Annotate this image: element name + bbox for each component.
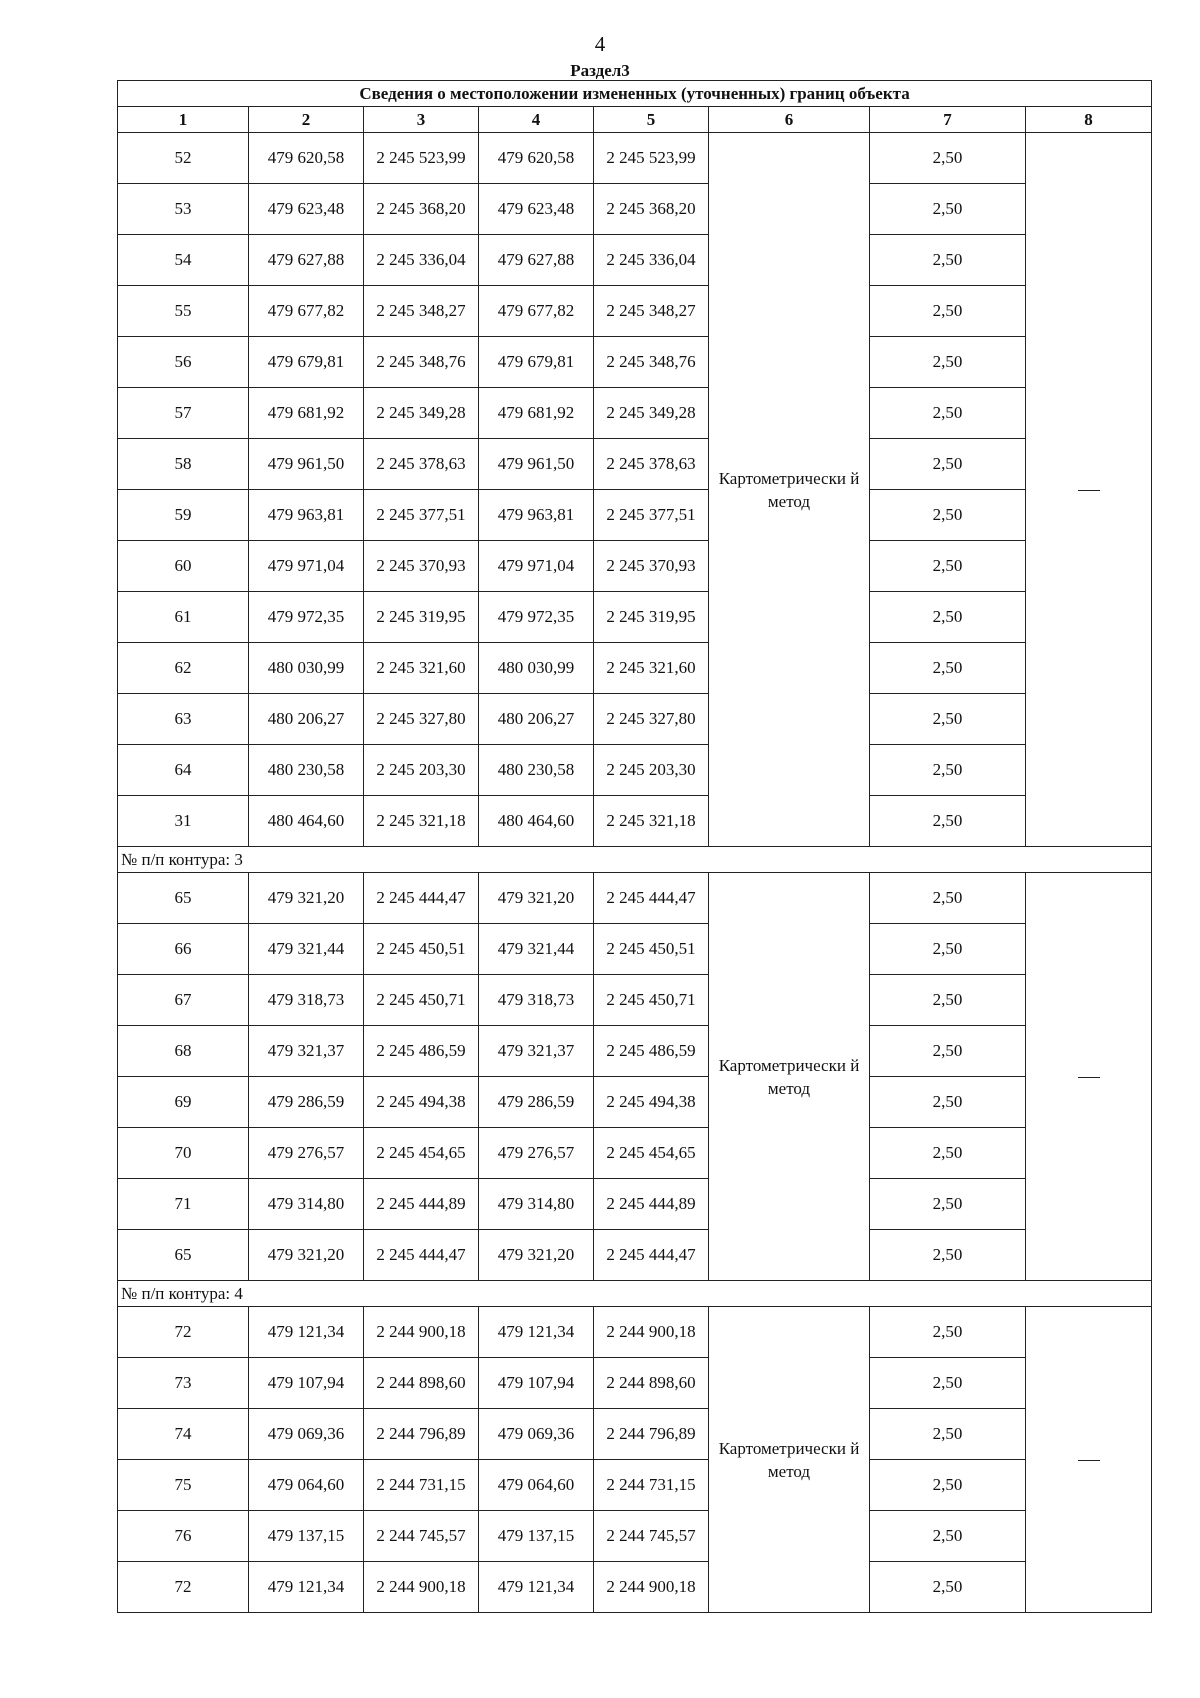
cell-y-new: 2 245 523,99 <box>594 133 709 184</box>
cell-point-number: 59 <box>118 490 249 541</box>
cell-x-new: 479 121,34 <box>479 1307 594 1358</box>
cell-point-number: 58 <box>118 439 249 490</box>
cell-x-old: 479 107,94 <box>249 1358 364 1409</box>
cell-point-number: 71 <box>118 1179 249 1230</box>
dash-mark <box>1078 1077 1100 1079</box>
cell-x-new: 479 961,50 <box>479 439 594 490</box>
cell-x-old: 479 064,60 <box>249 1460 364 1511</box>
cell-x-new: 479 314,80 <box>479 1179 594 1230</box>
cell-x-old: 479 286,59 <box>249 1077 364 1128</box>
cell-x-old: 479 971,04 <box>249 541 364 592</box>
cell-point-number: 31 <box>118 796 249 847</box>
cell-accuracy: 2,50 <box>870 388 1026 439</box>
cell-y-new: 2 244 898,60 <box>594 1358 709 1409</box>
cell-point-number: 60 <box>118 541 249 592</box>
cell-method: Картометрически й метод <box>709 1307 870 1613</box>
contour-label: № п/п контура: 3 <box>118 847 1152 873</box>
cell-accuracy: 2,50 <box>870 643 1026 694</box>
table-row <box>118 1026 1152 1077</box>
cell-point-number: 55 <box>118 286 249 337</box>
table-row <box>118 592 1152 643</box>
cell-accuracy: 2,50 <box>870 490 1026 541</box>
cell-point-number: 69 <box>118 1077 249 1128</box>
cell-x-new: 479 321,20 <box>479 1230 594 1281</box>
table-row <box>118 1307 1152 1358</box>
cell-x-old: 479 121,34 <box>249 1307 364 1358</box>
cell-y-new: 2 244 796,89 <box>594 1409 709 1460</box>
cell-y-old: 2 245 203,30 <box>364 745 479 796</box>
table-row <box>118 337 1152 388</box>
cell-y-new: 2 245 321,60 <box>594 643 709 694</box>
cell-x-new: 480 464,60 <box>479 796 594 847</box>
cell-point-number: 54 <box>118 235 249 286</box>
cell-point-number: 73 <box>118 1358 249 1409</box>
cell-y-new: 2 244 900,18 <box>594 1307 709 1358</box>
cell-x-old: 479 677,82 <box>249 286 364 337</box>
cell-x-new: 480 206,27 <box>479 694 594 745</box>
table-row <box>118 1409 1152 1460</box>
table-row <box>118 490 1152 541</box>
column-header: 5 <box>594 107 709 133</box>
cell-x-new: 479 318,73 <box>479 975 594 1026</box>
page-number: 4 <box>594 32 606 56</box>
table-row <box>118 694 1152 745</box>
cell-y-new: 2 245 327,80 <box>594 694 709 745</box>
cell-x-new: 479 121,34 <box>479 1562 594 1613</box>
cell-point-number: 65 <box>118 1230 249 1281</box>
table-row <box>118 745 1152 796</box>
cell-x-new: 479 321,37 <box>479 1026 594 1077</box>
cell-y-old: 2 245 327,80 <box>364 694 479 745</box>
table-row <box>118 1460 1152 1511</box>
cell-x-old: 479 321,20 <box>249 1230 364 1281</box>
cell-y-new: 2 245 450,51 <box>594 924 709 975</box>
cell-column8 <box>1026 1307 1152 1613</box>
cell-y-old: 2 245 377,51 <box>364 490 479 541</box>
cell-point-number: 56 <box>118 337 249 388</box>
cell-x-new: 479 276,57 <box>479 1128 594 1179</box>
cell-x-new: 479 627,88 <box>479 235 594 286</box>
cell-y-new: 2 245 377,51 <box>594 490 709 541</box>
cell-x-old: 479 069,36 <box>249 1409 364 1460</box>
dash-mark <box>1078 1460 1100 1462</box>
boundary-table <box>117 80 1152 1613</box>
cell-x-new: 479 971,04 <box>479 541 594 592</box>
cell-y-old: 2 245 348,27 <box>364 286 479 337</box>
cell-point-number: 63 <box>118 694 249 745</box>
table-row <box>118 796 1152 847</box>
cell-x-old: 479 137,15 <box>249 1511 364 1562</box>
cell-x-new: 479 972,35 <box>479 592 594 643</box>
cell-y-old: 2 245 454,65 <box>364 1128 479 1179</box>
table-row <box>118 388 1152 439</box>
cell-y-old: 2 245 523,99 <box>364 133 479 184</box>
cell-point-number: 53 <box>118 184 249 235</box>
cell-x-old: 479 627,88 <box>249 235 364 286</box>
cell-x-old: 479 623,48 <box>249 184 364 235</box>
cell-x-old: 479 679,81 <box>249 337 364 388</box>
cell-accuracy: 2,50 <box>870 1460 1026 1511</box>
cell-accuracy: 2,50 <box>870 337 1026 388</box>
column-header-row <box>118 107 1152 133</box>
cell-x-old: 479 620,58 <box>249 133 364 184</box>
cell-y-old: 2 244 898,60 <box>364 1358 479 1409</box>
column-header: 8 <box>1026 107 1152 133</box>
cell-x-old: 479 321,44 <box>249 924 364 975</box>
cell-x-new: 479 681,92 <box>479 388 594 439</box>
cell-y-new: 2 245 349,28 <box>594 388 709 439</box>
cell-y-old: 2 245 486,59 <box>364 1026 479 1077</box>
cell-point-number: 65 <box>118 873 249 924</box>
table-row <box>118 1358 1152 1409</box>
dash-mark <box>1078 490 1100 492</box>
cell-y-new: 2 244 745,57 <box>594 1511 709 1562</box>
cell-x-old: 479 681,92 <box>249 388 364 439</box>
cell-accuracy: 2,50 <box>870 1307 1026 1358</box>
table-row <box>118 975 1152 1026</box>
cell-x-new: 479 679,81 <box>479 337 594 388</box>
cell-point-number: 75 <box>118 1460 249 1511</box>
cell-x-old: 480 464,60 <box>249 796 364 847</box>
cell-y-old: 2 245 378,63 <box>364 439 479 490</box>
table-row <box>118 439 1152 490</box>
table-caption: Сведения о местоположении измененных (уточненных) границ объекта <box>118 81 1152 107</box>
table-row <box>118 643 1152 694</box>
cell-accuracy: 2,50 <box>870 1230 1026 1281</box>
cell-x-old: 480 030,99 <box>249 643 364 694</box>
table-row <box>118 1511 1152 1562</box>
cell-x-old: 479 321,37 <box>249 1026 364 1077</box>
cell-x-new: 479 286,59 <box>479 1077 594 1128</box>
cell-accuracy: 2,50 <box>870 694 1026 745</box>
cell-accuracy: 2,50 <box>870 1128 1026 1179</box>
cell-y-old: 2 244 796,89 <box>364 1409 479 1460</box>
table-row <box>118 1230 1152 1281</box>
cell-y-old: 2 245 368,20 <box>364 184 479 235</box>
table-row <box>118 133 1152 184</box>
cell-column8 <box>1026 873 1152 1281</box>
cell-accuracy: 2,50 <box>870 1026 1026 1077</box>
cell-x-old: 479 318,73 <box>249 975 364 1026</box>
cell-y-new: 2 245 319,95 <box>594 592 709 643</box>
cell-accuracy: 2,50 <box>870 873 1026 924</box>
column-header: 3 <box>364 107 479 133</box>
cell-point-number: 70 <box>118 1128 249 1179</box>
cell-point-number: 62 <box>118 643 249 694</box>
cell-x-new: 479 069,36 <box>479 1409 594 1460</box>
cell-point-number: 68 <box>118 1026 249 1077</box>
cell-x-new: 479 064,60 <box>479 1460 594 1511</box>
cell-y-new: 2 245 321,18 <box>594 796 709 847</box>
cell-y-new: 2 244 900,18 <box>594 1562 709 1613</box>
table-row <box>118 924 1152 975</box>
cell-x-new: 479 137,15 <box>479 1511 594 1562</box>
cell-point-number: 72 <box>118 1307 249 1358</box>
cell-y-old: 2 244 731,15 <box>364 1460 479 1511</box>
cell-x-new: 479 107,94 <box>479 1358 594 1409</box>
cell-accuracy: 2,50 <box>870 133 1026 184</box>
cell-method: Картометрически й метод <box>709 873 870 1281</box>
cell-y-old: 2 244 900,18 <box>364 1307 479 1358</box>
cell-point-number: 57 <box>118 388 249 439</box>
table-row <box>118 1128 1152 1179</box>
cell-y-new: 2 245 494,38 <box>594 1077 709 1128</box>
cell-accuracy: 2,50 <box>870 796 1026 847</box>
cell-x-old: 479 121,34 <box>249 1562 364 1613</box>
cell-y-new: 2 245 444,89 <box>594 1179 709 1230</box>
cell-x-new: 479 623,48 <box>479 184 594 235</box>
cell-y-new: 2 245 370,93 <box>594 541 709 592</box>
table-row <box>118 286 1152 337</box>
cell-column8 <box>1026 133 1152 847</box>
cell-y-old: 2 245 349,28 <box>364 388 479 439</box>
section-title: Раздел3 <box>570 61 630 80</box>
cell-accuracy: 2,50 <box>870 184 1026 235</box>
cell-x-old: 479 972,35 <box>249 592 364 643</box>
cell-y-new: 2 245 368,20 <box>594 184 709 235</box>
cell-y-new: 2 245 203,30 <box>594 745 709 796</box>
cell-x-new: 479 321,44 <box>479 924 594 975</box>
cell-point-number: 72 <box>118 1562 249 1613</box>
cell-accuracy: 2,50 <box>870 924 1026 975</box>
column-header: 4 <box>479 107 594 133</box>
cell-y-new: 2 245 348,27 <box>594 286 709 337</box>
cell-y-new: 2 244 731,15 <box>594 1460 709 1511</box>
cell-y-old: 2 245 444,47 <box>364 873 479 924</box>
cell-x-new: 479 677,82 <box>479 286 594 337</box>
cell-accuracy: 2,50 <box>870 592 1026 643</box>
cell-x-new: 479 321,20 <box>479 873 594 924</box>
cell-y-new: 2 245 454,65 <box>594 1128 709 1179</box>
cell-x-new: 480 030,99 <box>479 643 594 694</box>
cell-accuracy: 2,50 <box>870 286 1026 337</box>
cell-y-old: 2 245 321,60 <box>364 643 479 694</box>
cell-x-old: 479 961,50 <box>249 439 364 490</box>
contour-label: № п/п контура: 4 <box>118 1281 1152 1307</box>
cell-accuracy: 2,50 <box>870 541 1026 592</box>
table-row <box>118 541 1152 592</box>
table-row <box>118 184 1152 235</box>
cell-y-new: 2 245 444,47 <box>594 873 709 924</box>
cell-y-old: 2 244 745,57 <box>364 1511 479 1562</box>
cell-accuracy: 2,50 <box>870 975 1026 1026</box>
cell-y-old: 2 245 348,76 <box>364 337 479 388</box>
cell-x-old: 479 321,20 <box>249 873 364 924</box>
cell-y-old: 2 245 319,95 <box>364 592 479 643</box>
cell-point-number: 67 <box>118 975 249 1026</box>
cell-accuracy: 2,50 <box>870 1077 1026 1128</box>
cell-x-old: 479 276,57 <box>249 1128 364 1179</box>
cell-accuracy: 2,50 <box>870 1358 1026 1409</box>
cell-x-old: 479 963,81 <box>249 490 364 541</box>
cell-y-old: 2 245 370,93 <box>364 541 479 592</box>
cell-accuracy: 2,50 <box>870 1409 1026 1460</box>
cell-y-old: 2 245 444,89 <box>364 1179 479 1230</box>
cell-y-new: 2 245 486,59 <box>594 1026 709 1077</box>
cell-y-new: 2 245 450,71 <box>594 975 709 1026</box>
cell-x-old: 480 206,27 <box>249 694 364 745</box>
table-row <box>118 235 1152 286</box>
cell-y-old: 2 244 900,18 <box>364 1562 479 1613</box>
cell-x-new: 479 963,81 <box>479 490 594 541</box>
cell-y-old: 2 245 450,71 <box>364 975 479 1026</box>
table-row <box>118 1179 1152 1230</box>
column-header: 7 <box>870 107 1026 133</box>
cell-point-number: 76 <box>118 1511 249 1562</box>
cell-y-old: 2 245 444,47 <box>364 1230 479 1281</box>
cell-x-new: 479 620,58 <box>479 133 594 184</box>
cell-y-old: 2 245 336,04 <box>364 235 479 286</box>
cell-point-number: 64 <box>118 745 249 796</box>
cell-point-number: 61 <box>118 592 249 643</box>
contour-label-row <box>118 847 1152 873</box>
contour-label-row <box>118 1281 1152 1307</box>
cell-accuracy: 2,50 <box>870 1179 1026 1230</box>
cell-y-old: 2 245 494,38 <box>364 1077 479 1128</box>
column-header: 1 <box>118 107 249 133</box>
cell-accuracy: 2,50 <box>870 439 1026 490</box>
cell-x-old: 479 314,80 <box>249 1179 364 1230</box>
cell-y-old: 2 245 450,51 <box>364 924 479 975</box>
cell-point-number: 66 <box>118 924 249 975</box>
cell-x-new: 480 230,58 <box>479 745 594 796</box>
cell-method: Картометрически й метод <box>709 133 870 847</box>
cell-accuracy: 2,50 <box>870 1562 1026 1613</box>
cell-accuracy: 2,50 <box>870 745 1026 796</box>
cell-y-old: 2 245 321,18 <box>364 796 479 847</box>
cell-y-new: 2 245 444,47 <box>594 1230 709 1281</box>
table-row <box>118 1562 1152 1613</box>
cell-y-new: 2 245 348,76 <box>594 337 709 388</box>
column-header: 6 <box>709 107 870 133</box>
table-row <box>118 873 1152 924</box>
cell-y-new: 2 245 336,04 <box>594 235 709 286</box>
cell-accuracy: 2,50 <box>870 235 1026 286</box>
cell-accuracy: 2,50 <box>870 1511 1026 1562</box>
cell-x-old: 480 230,58 <box>249 745 364 796</box>
cell-point-number: 74 <box>118 1409 249 1460</box>
cell-y-new: 2 245 378,63 <box>594 439 709 490</box>
cell-point-number: 52 <box>118 133 249 184</box>
table-row <box>118 1077 1152 1128</box>
column-header: 2 <box>249 107 364 133</box>
